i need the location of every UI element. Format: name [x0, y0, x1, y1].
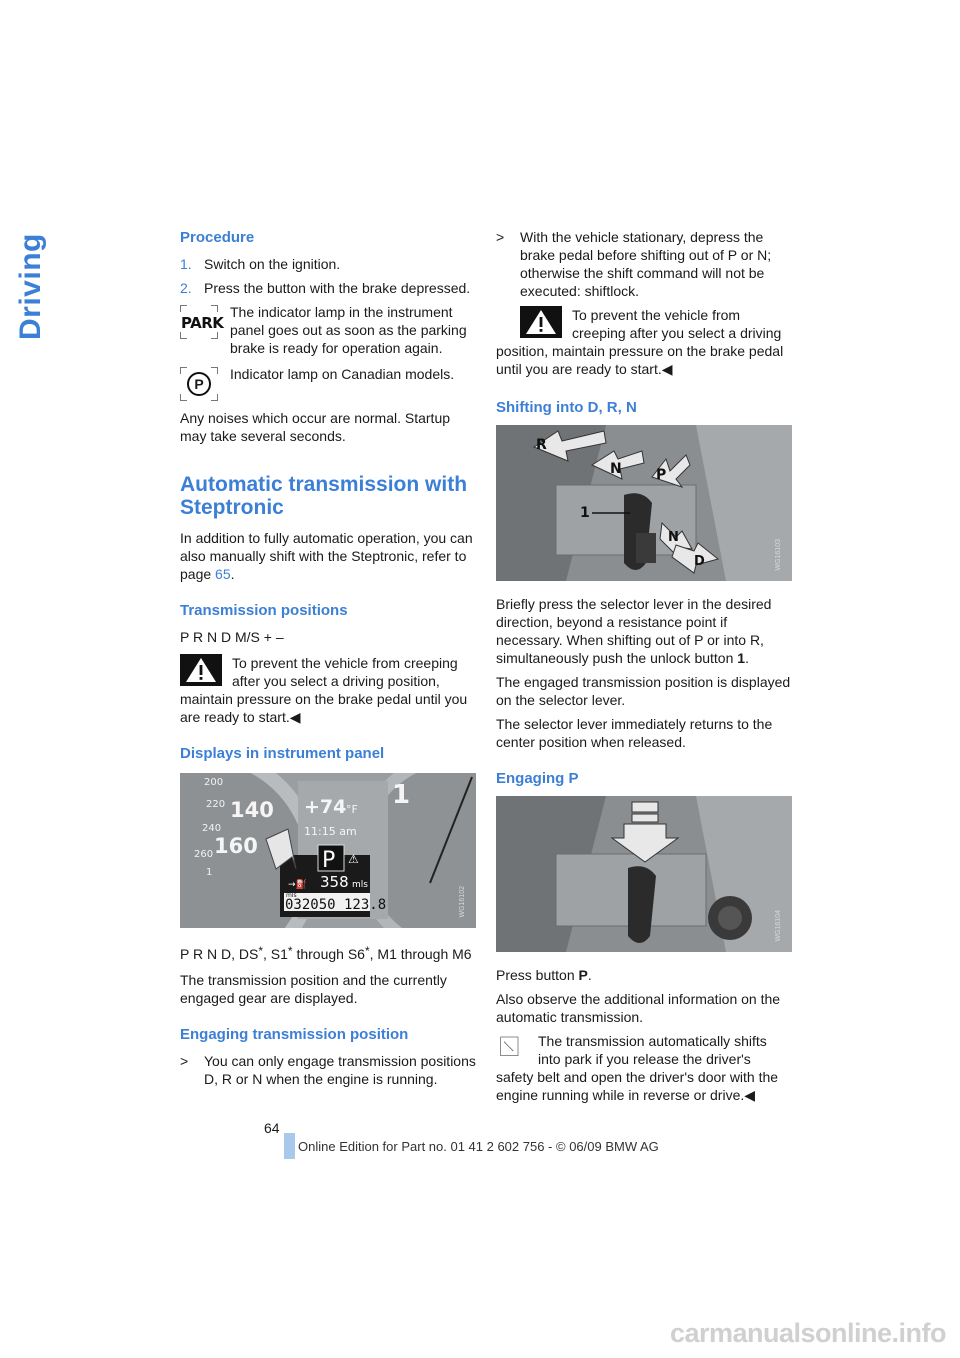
warning-text: To prevent the vehicle from creeping after you select a driving position, maintain pressure on the brake pedal until you are ready to start.◀	[496, 307, 784, 377]
park-indicator-note	[180, 303, 476, 357]
page-number: 64	[264, 1120, 280, 1136]
warning-note	[180, 654, 476, 726]
bullet-marker: >	[180, 1053, 189, 1069]
p-button-ref: P	[578, 967, 588, 983]
engaging-p-illustration	[496, 796, 792, 952]
svg-text:⚠: ⚠	[348, 852, 359, 866]
positions-line: P R N D M/S + –	[180, 629, 284, 645]
page-ref-link[interactable]: 65	[215, 566, 231, 582]
pos-text: , M1 through M6	[369, 946, 472, 962]
direction-label-p: P	[656, 467, 667, 483]
info-note-text: The transmission automatically shifts into park if you release the driver's safety belt and open the driver's door with the engine running while in reverse or drive.◀	[496, 1033, 779, 1103]
positions-displayed-line	[180, 942, 476, 963]
range-display: 358	[320, 873, 349, 891]
park-indicator-text: The indicator lamp in the instrument panel goes out as soon as the parking brake is ready for operation again.	[230, 304, 467, 356]
odo-unit: mls	[286, 892, 297, 899]
pos-text: P R N D, DS	[180, 946, 259, 962]
step-text: Switch on the ignition.	[204, 256, 341, 272]
temp-unit: °F	[346, 803, 358, 816]
chapter-tab	[12, 228, 57, 348]
speed-label: 200	[204, 777, 224, 788]
footer-bar	[284, 1133, 295, 1159]
watermark: carmanualsonline.info	[669, 1318, 946, 1348]
displays-heading: Displays in instrument panel	[180, 745, 385, 762]
text: Press button	[496, 967, 579, 983]
shifting-text-2: The engaged transmission position is displayed on the selector lever.	[496, 674, 791, 708]
canadian-indicator-note	[180, 365, 476, 401]
auto-transmission-heading	[180, 473, 476, 519]
text: Briefly press the selector lever in the desired direction, beyond a resistance point if necessary. When shifting out of P or into R, simultaneously push the unlock button	[496, 596, 772, 666]
rpm-mark: 1	[392, 780, 411, 810]
engaging-p-text-1	[496, 966, 792, 984]
procedure-step	[180, 255, 476, 273]
outside-temp: +74	[304, 796, 347, 818]
instrument-panel-illustration	[180, 773, 476, 928]
engaging-p-figure	[496, 796, 792, 952]
speed-label: 260	[194, 849, 214, 860]
optional-star: *	[287, 944, 293, 958]
canadian-p-indicator-icon	[180, 367, 218, 401]
pos-text: through S6	[292, 946, 365, 962]
direction-label-d: D	[694, 554, 705, 569]
bullet-text: You can only engage transmission positions D, R or N when the engine is running.	[204, 1053, 476, 1087]
info-note	[496, 1032, 792, 1104]
direction-label-n: N	[610, 461, 622, 477]
speed-label: 240	[202, 823, 222, 834]
instrument-panel-figure	[180, 773, 476, 928]
p-circle-label: P	[187, 372, 211, 396]
park-icon-label: PARK	[181, 314, 224, 332]
chapter-tab-label: Driving	[14, 233, 47, 340]
step-text: Press the button with the brake depressed.	[204, 280, 471, 296]
warning-note	[496, 306, 792, 378]
left-column	[180, 228, 476, 1094]
canadian-indicator-text: Indicator lamp on Canadian models.	[230, 366, 455, 382]
procedure-step	[180, 279, 476, 297]
gear-display: P	[322, 848, 336, 873]
step-number: 2.	[180, 280, 192, 296]
pos-text: , S1	[262, 946, 288, 962]
figure-code: WG16103	[775, 539, 782, 571]
unlock-button-callout: 1	[580, 505, 590, 521]
heading-line-1: Automatic transmission with	[180, 473, 468, 496]
footer-edition: Online Edition for Part no. 01 41 2 602 756 - © 06/09 BMW AG	[298, 1139, 659, 1154]
text: .	[587, 967, 592, 983]
shift-lever-illustration	[496, 425, 792, 581]
optional-star: *	[364, 944, 370, 958]
bullet-text: With the vehicle stationary, depress the brake pedal before shifting out of P or N; otherwise the shift command will not be executed: shiftlock.	[520, 229, 772, 299]
engaging-p-heading: Engaging P	[496, 770, 579, 787]
text: .	[745, 650, 749, 666]
displays-text: The transmission position and the currently engaged gear are displayed.	[180, 972, 447, 1006]
warning-icon	[180, 654, 222, 686]
steptronic-intro	[180, 529, 476, 583]
park-indicator-icon	[180, 305, 224, 339]
shifting-text-1	[496, 595, 792, 667]
warning-text: To prevent the vehicle from creeping after you select a driving position, maintain pressure on the brake pedal until you are ready to start.◀	[180, 655, 468, 725]
intro-text: In addition to fully automatic operation, you can also manually shift with the Steptronic, refer to page	[180, 530, 473, 582]
odometer-display: 032050 123.8	[285, 897, 387, 913]
range-unit: mls	[352, 880, 368, 890]
clock-time: 11:15 am	[304, 825, 357, 838]
figure-code: WG16102	[459, 886, 466, 918]
engaging-position-heading: Engaging transmission position	[180, 1026, 409, 1043]
note-arrow-icon	[500, 1032, 528, 1062]
speed-label-large: 140	[230, 798, 274, 822]
step-number: 1.	[180, 256, 192, 272]
direction-label-n2: N	[668, 530, 679, 545]
figure-code: WG16104	[775, 910, 782, 942]
speed-label: 220	[206, 799, 226, 810]
intro-end: .	[230, 566, 235, 582]
procedure-heading: Procedure	[180, 229, 255, 246]
bullet-marker: >	[496, 229, 505, 245]
optional-star: *	[258, 944, 263, 958]
svg-text:→⛽: →⛽	[288, 880, 307, 890]
startup-note: Any noises which occur are normal. Startup may take several seconds.	[180, 410, 451, 444]
speed-label-large: 160	[214, 834, 258, 858]
bullet-item	[496, 228, 792, 300]
warning-icon	[520, 306, 562, 338]
right-column	[496, 228, 792, 1114]
shifting-text-3: The selector lever immediately returns to the center position when released.	[496, 716, 773, 750]
shift-lever-figure	[496, 425, 792, 581]
engaging-p-text-2: Also observe the additional information on the automatic transmission.	[496, 991, 781, 1025]
bullet-item	[180, 1052, 476, 1088]
unlock-button-ref: 1	[737, 650, 746, 666]
shifting-heading: Shifting into D, R, N	[496, 399, 637, 416]
speed-label: 1	[206, 867, 213, 878]
direction-label-r: R	[536, 437, 547, 453]
heading-line-2: Steptronic	[180, 496, 284, 519]
transmission-positions-heading: Transmission positions	[180, 602, 348, 619]
